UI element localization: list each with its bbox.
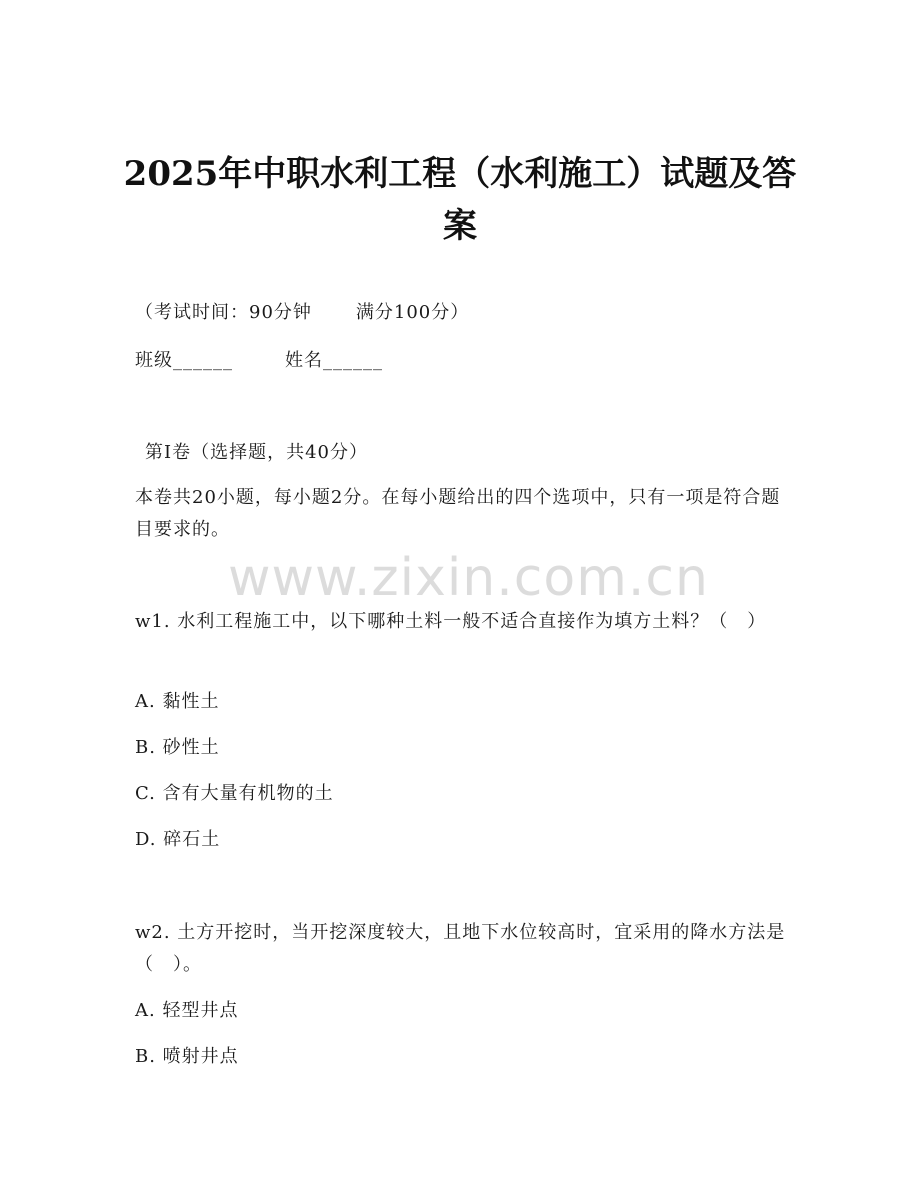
class-field: 班级______	[135, 350, 233, 371]
exam-time: （考试时间：90分钟	[135, 302, 312, 323]
student-fields	[135, 347, 383, 375]
exam-info	[135, 299, 469, 327]
name-field: 姓名______	[285, 350, 383, 371]
exam-full-score: 满分100分）	[355, 302, 470, 323]
question-option: B. 喷射井点	[135, 1046, 239, 1067]
question-stem: w1. 水利工程施工中，以下哪种土料一般不适合直接作为填方土料？（ ）	[135, 611, 767, 632]
question-option: A. 黏性土	[135, 691, 220, 712]
question-option: A. 轻型井点	[135, 1000, 239, 1021]
section-instructions: 本卷共20小题，每小题2分。在每小题给出的四个选项中，只有一项是符合题目要求的。	[135, 487, 781, 540]
watermark: www.zixin.com.cn	[228, 548, 709, 608]
question-stem: w2. 土方开挖时，当开挖深度较大，且地下水位较高时，宜采用的降水方法是（ ）。	[135, 922, 786, 975]
question-option: D. 碎石土	[135, 829, 221, 850]
question-option: B. 砂性土	[135, 737, 220, 758]
question-option: C. 含有大量有机物的土	[135, 783, 334, 804]
section-heading: 第Ⅰ卷（选择题，共40分）	[145, 442, 369, 463]
page-title: 2025年中职水利工程（水利施工）试题及答案	[123, 154, 797, 246]
